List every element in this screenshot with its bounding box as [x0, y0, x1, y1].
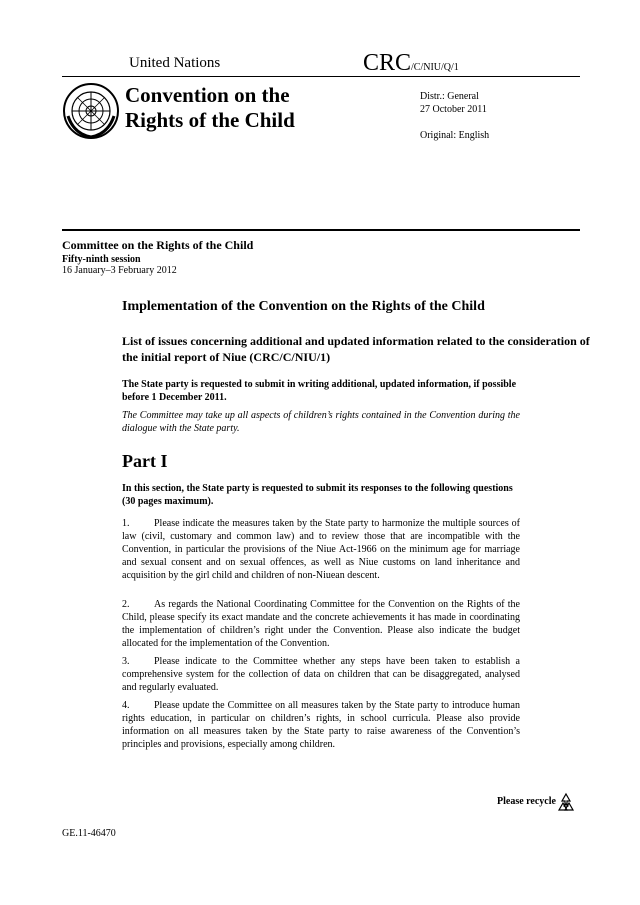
committee-name: Committee on the Rights of the Child: [62, 238, 254, 252]
paragraph-text: As regards the National Coordinating Committee for the Convention on the Rights of the Child, please specify its exact mandate and the concrete achievements it has made in coordinating the implementation of children’s right under the Convention. Please also indicate the budget allocated for the implementation of the Convention.: [122, 599, 520, 649]
title-line-2: Rights of the Child: [125, 108, 295, 132]
distribution: Distr.: General: [420, 91, 479, 102]
paragraph-text: Please update the Committee on all measures taken by the State party to introduce human rights education, in particular on children’s rights, in school curricula. Please also provide information on all measures taken by the State party to raise awareness of the Convention’s principles and provisions, especially among children.: [122, 700, 520, 750]
un-emblem-icon: [62, 82, 120, 140]
paragraph: [122, 517, 520, 582]
paragraph: [122, 699, 520, 751]
request-note: The State party is requested to submit in writing additional, updated information, if possible before 1 December 2011.: [122, 379, 517, 403]
paragraph: [122, 598, 520, 650]
organization-name: United Nations: [129, 55, 221, 71]
convention-title: [125, 83, 405, 133]
paragraph-text: Please indicate to the Committee whether any steps have been taken to establish a comprehensive system for the collection of data on children that can be disaggregated, analysed and regularly evaluated.: [122, 656, 520, 693]
recycle-text: Please recycle: [497, 796, 556, 807]
paragraph-number: 2.: [122, 599, 130, 610]
issue-date: 27 October 2011: [420, 104, 487, 115]
part-heading: Part I: [122, 451, 168, 471]
original-language: Original: English: [420, 130, 490, 141]
committee-note: The Committee may take up all aspects of children’s rights contained in the Convention during the dialogue with the State party.: [122, 410, 520, 434]
paragraph: [122, 655, 520, 694]
paragraph-number: 4.: [122, 700, 130, 711]
paragraph-number: 1.: [122, 518, 130, 529]
part-intro: In this section, the State party is requested to submit its responses to the following questions (30 pages maximum).: [122, 483, 513, 507]
title-line-1: Convention on the: [125, 83, 290, 107]
document-symbol: [363, 50, 459, 77]
paragraph-text: Please indicate the measures taken by the State party to harmonize the multiple sources of law (civil, customary and common law) and to review those that are incompatible with the Convention, in particular the provisions of the Niue Act-1966 on the minimum age for marriage and sexual consent and on sexual offences, as well as Niue customs on land inheritance and acquisition by the girl child and children of non-Niuean descent.: [122, 518, 520, 581]
symbol-suffix: /C/NIU/Q/1: [411, 62, 459, 73]
section-rule: [62, 229, 580, 231]
recycle-icon: [555, 792, 577, 814]
distribution-block: [420, 90, 487, 116]
paragraph-number: 3.: [122, 656, 130, 667]
header-rule: [62, 76, 580, 77]
session-name: Fifty-ninth session: [62, 254, 141, 265]
symbol-main: CRC: [363, 50, 412, 76]
session-dates: 16 January–3 February 2012: [62, 265, 177, 276]
main-heading: Implementation of the Convention on the Rights of the Child: [122, 299, 485, 314]
job-number: GE.11-46470: [62, 828, 116, 839]
sub-heading: List of issues concerning additional and updated information related to the consideration of the initial report of Niue (CRC/C/NIU/1): [122, 334, 590, 364]
